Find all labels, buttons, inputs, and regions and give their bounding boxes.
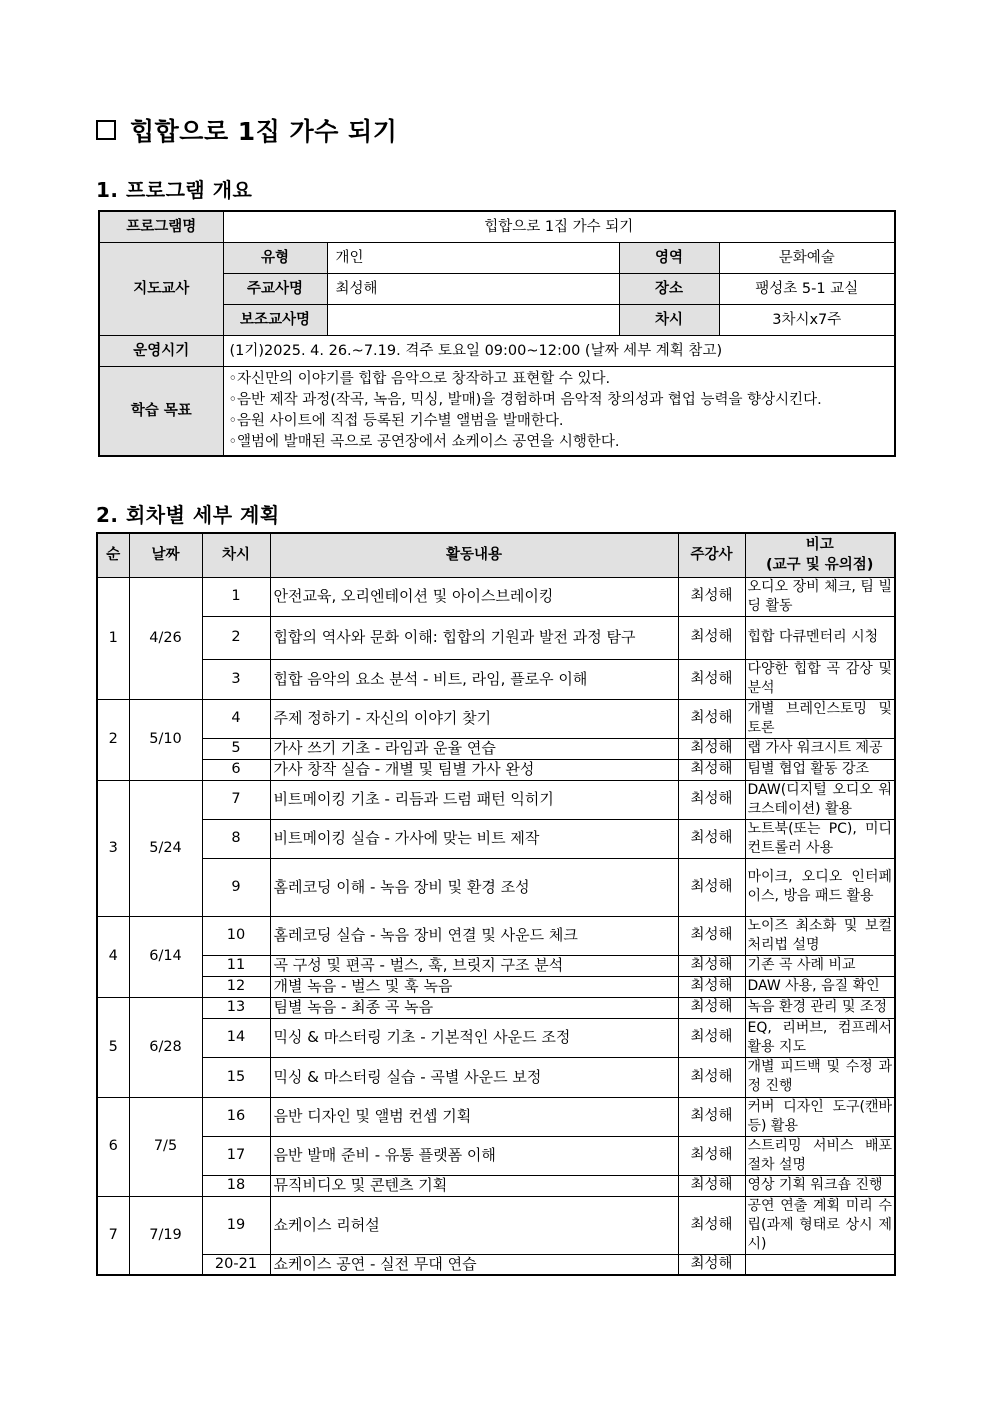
activity-cell: 힙합의 역사와 문화 이해: 힙합의 기원과 발전 과정 탐구 <box>270 616 678 659</box>
section-title-overview: 1. 프로그램 개요 <box>96 178 253 202</box>
table-row <box>97 1175 895 1196</box>
note-cell: 다양한 힙합 곡 감상 및 분석 <box>745 659 895 699</box>
group-date: 7/5 <box>129 1097 202 1196</box>
table-row <box>97 858 895 916</box>
instructor-cell: 최성해 <box>678 659 745 699</box>
session-no: 4 <box>202 699 270 738</box>
table-row <box>97 659 895 699</box>
group-no: 4 <box>97 916 129 997</box>
instructor-cell: 최성해 <box>678 1018 745 1057</box>
note-cell <box>745 1254 895 1275</box>
session-no: 12 <box>202 976 270 997</box>
activity-cell: 안전교육, 오리엔테이션 및 아이스브레이킹 <box>270 577 678 616</box>
note-cell: 노이즈 최소화 및 보컬 처리법 설명 <box>745 916 895 955</box>
table-row <box>97 1057 895 1097</box>
table-row <box>97 780 895 819</box>
group-date: 7/19 <box>129 1196 202 1275</box>
note-cell: DAW(디지털 오디오 워크스테이션) 활용 <box>745 780 895 819</box>
type-label: 유형 <box>223 243 327 274</box>
session-value: 3차시x7주 <box>719 305 895 336</box>
document-title-text: 힙합으로 1집 가수 되기 <box>130 117 398 146</box>
activity-cell: 음반 발매 준비 - 유통 플랫폼 이해 <box>270 1136 678 1175</box>
group-date: 4/26 <box>129 577 202 699</box>
table-row <box>97 955 895 976</box>
schedule-table <box>96 532 896 1276</box>
activity-cell: 주제 정하기 - 자신의 이야기 찾기 <box>270 699 678 738</box>
activity-cell: 힙합 음악의 요소 분석 - 비트, 라임, 플로우 이해 <box>270 659 678 699</box>
assistant-value <box>327 305 619 336</box>
goal-item: ◦음반 제작 과정(작곡, 녹음, 믹싱, 발매)을 경험하며 음악적 창의성과 협업 능력을 향상시킨다. <box>228 392 822 408</box>
session-label: 차시 <box>619 305 719 336</box>
instructor-cell: 최성해 <box>678 1057 745 1097</box>
overview-row-type <box>99 243 895 274</box>
instructor-cell: 최성해 <box>678 858 745 916</box>
session-no: 16 <box>202 1097 270 1136</box>
group-date: 5/10 <box>129 699 202 780</box>
session-no: 14 <box>202 1018 270 1057</box>
session-no: 18 <box>202 1175 270 1196</box>
session-no: 3 <box>202 659 270 699</box>
activity-cell: 팀별 녹음 - 최종 곡 녹음 <box>270 997 678 1018</box>
instructor-cell: 최성해 <box>678 997 745 1018</box>
table-row <box>97 577 895 616</box>
session-no: 17 <box>202 1136 270 1175</box>
teacher-label: 지도교사 <box>99 243 223 336</box>
table-row <box>97 1136 895 1175</box>
goal-item: ◦앨범에 발매된 곡으로 공연장에서 쇼케이스 공연을 시행한다. <box>228 434 620 450</box>
note-cell: 커버 디자인 도구(캔바 등) 활용 <box>745 1097 895 1136</box>
table-row <box>97 759 895 780</box>
place-label: 장소 <box>619 274 719 305</box>
assistant-label: 보조교사명 <box>223 305 327 336</box>
table-row <box>97 1097 895 1136</box>
activity-cell: 비트메이킹 기초 - 리듬과 드럼 패턴 익히기 <box>270 780 678 819</box>
activity-cell: 개별 녹음 - 벌스 및 훅 녹음 <box>270 976 678 997</box>
header-activity: 활동내용 <box>270 533 678 577</box>
instructor-cell: 최성해 <box>678 955 745 976</box>
note-cell: 기존 곡 사례 비교 <box>745 955 895 976</box>
session-no: 15 <box>202 1057 270 1097</box>
session-no: 2 <box>202 616 270 659</box>
checkbox-icon <box>96 120 116 140</box>
header-instructor: 주강사 <box>678 533 745 577</box>
session-no: 20-21 <box>202 1254 270 1275</box>
instructor-cell: 최성해 <box>678 1254 745 1275</box>
main-teacher-label: 주교사명 <box>223 274 327 305</box>
overview-row-program <box>99 211 895 243</box>
instructor-cell: 최성해 <box>678 759 745 780</box>
table-row <box>97 1018 895 1057</box>
activity-cell: 믹싱 & 마스터링 실습 - 곡별 사운드 보정 <box>270 1057 678 1097</box>
instructor-cell: 최성해 <box>678 916 745 955</box>
type-value: 개인 <box>327 243 619 274</box>
note-cell: 공연 연출 계획 미리 수립(과제 형태로 상시 제시) <box>745 1196 895 1254</box>
session-no: 5 <box>202 738 270 759</box>
section-title-schedule: 2. 회차별 세부 계획 <box>96 503 280 527</box>
group-no: 6 <box>97 1097 129 1196</box>
activity-cell: 홈레코딩 실습 - 녹음 장비 연결 및 사운드 체크 <box>270 916 678 955</box>
header-date: 날짜 <box>129 533 202 577</box>
note-cell: DAW 사용, 음질 확인 <box>745 976 895 997</box>
note-cell: EQ, 리버브, 컴프레서 활용 지도 <box>745 1018 895 1057</box>
session-no: 1 <box>202 577 270 616</box>
activity-cell: 곡 구성 및 편곡 - 벌스, 훅, 브릿지 구조 분석 <box>270 955 678 976</box>
instructor-cell: 최성해 <box>678 819 745 858</box>
group-no: 3 <box>97 780 129 916</box>
session-no: 6 <box>202 759 270 780</box>
goal-item: ◦음원 사이트에 직접 등록된 기수별 앨범을 발매한다. <box>228 413 564 429</box>
note-cell: 스트리밍 서비스 배포 절차 설명 <box>745 1136 895 1175</box>
table-row <box>97 976 895 997</box>
activity-cell: 가사 쓰기 기초 - 라임과 운율 연습 <box>270 738 678 759</box>
table-row <box>97 916 895 955</box>
goal-item: ◦자신만의 이야기를 힙합 음악으로 창작하고 표현할 수 있다. <box>228 371 611 387</box>
document-title <box>96 112 397 148</box>
table-row <box>97 699 895 738</box>
instructor-cell: 최성해 <box>678 976 745 997</box>
header-note <box>745 533 895 577</box>
note-cell: 오디오 장비 체크, 팀 빌딩 활동 <box>745 577 895 616</box>
session-no: 13 <box>202 997 270 1018</box>
activity-cell: 가사 창작 실습 - 개별 및 팀별 가사 완성 <box>270 759 678 780</box>
session-no: 10 <box>202 916 270 955</box>
instructor-cell: 최성해 <box>678 1136 745 1175</box>
instructor-cell: 최성해 <box>678 616 745 659</box>
session-no: 8 <box>202 819 270 858</box>
table-row <box>97 1254 895 1275</box>
table-row <box>97 1196 895 1254</box>
period-value: (1기)2025. 4. 26.~7.19. 격주 토요일 09:00~12:00 (날짜 세부 계획 참고) <box>223 336 895 367</box>
activity-cell: 쇼케이스 리허설 <box>270 1196 678 1254</box>
group-date: 5/24 <box>129 780 202 916</box>
group-no: 7 <box>97 1196 129 1275</box>
schedule-header-row <box>97 533 895 577</box>
activity-cell: 홈레코딩 이해 - 녹음 장비 및 환경 조성 <box>270 858 678 916</box>
area-label: 영역 <box>619 243 719 274</box>
place-value: 팽성초 5-1 교실 <box>719 274 895 305</box>
activity-cell: 뮤직비디오 및 콘텐츠 기획 <box>270 1175 678 1196</box>
header-session: 차시 <box>202 533 270 577</box>
activity-cell: 믹싱 & 마스터링 기초 - 기본적인 사운드 조정 <box>270 1018 678 1057</box>
note-cell: 영상 기획 워크숍 진행 <box>745 1175 895 1196</box>
goal-list <box>223 367 895 457</box>
activity-cell: 음반 디자인 및 앨범 컨셉 기획 <box>270 1097 678 1136</box>
activity-cell: 비트메이킹 실습 - 가사에 맞는 비트 제작 <box>270 819 678 858</box>
note-cell: 랩 가사 워크시트 제공 <box>745 738 895 759</box>
session-no: 19 <box>202 1196 270 1254</box>
program-label: 프로그램명 <box>99 211 223 243</box>
overview-row-period <box>99 336 895 367</box>
note-cell: 개별 브레인스토밍 및 토론 <box>745 699 895 738</box>
group-date: 6/14 <box>129 916 202 997</box>
main-teacher-value: 최성해 <box>327 274 619 305</box>
instructor-cell: 최성해 <box>678 1196 745 1254</box>
group-no: 5 <box>97 997 129 1097</box>
goal-label: 학습 목표 <box>99 367 223 457</box>
note-cell: 녹음 환경 관리 및 조정 <box>745 997 895 1018</box>
instructor-cell: 최성해 <box>678 738 745 759</box>
group-no: 2 <box>97 699 129 780</box>
note-cell: 마이크, 오디오 인터페이스, 방음 패드 활용 <box>745 858 895 916</box>
program-value: 힙합으로 1집 가수 되기 <box>223 211 895 243</box>
table-row <box>97 616 895 659</box>
session-no: 11 <box>202 955 270 976</box>
session-no: 7 <box>202 780 270 819</box>
table-row <box>97 819 895 858</box>
overview-table <box>98 210 896 457</box>
instructor-cell: 최성해 <box>678 699 745 738</box>
header-note-sub: (교구 및 유의점) <box>766 557 874 574</box>
note-cell: 힙합 다큐멘터리 시청 <box>745 616 895 659</box>
table-row <box>97 997 895 1018</box>
instructor-cell: 최성해 <box>678 780 745 819</box>
overview-row-goals <box>99 367 895 457</box>
period-label: 운영시기 <box>99 336 223 367</box>
instructor-cell: 최성해 <box>678 577 745 616</box>
session-no: 9 <box>202 858 270 916</box>
note-cell: 노트북(또는 PC), 미디 컨트롤러 사용 <box>745 819 895 858</box>
note-cell: 개별 피드백 및 수정 과정 진행 <box>745 1057 895 1097</box>
header-no: 순 <box>97 533 129 577</box>
area-value: 문화예술 <box>719 243 895 274</box>
instructor-cell: 최성해 <box>678 1175 745 1196</box>
header-note-title: 비고 <box>805 537 834 554</box>
note-cell: 팀별 협업 활동 강조 <box>745 759 895 780</box>
group-date: 6/28 <box>129 997 202 1097</box>
group-no: 1 <box>97 577 129 699</box>
instructor-cell: 최성해 <box>678 1097 745 1136</box>
table-row <box>97 738 895 759</box>
activity-cell: 쇼케이스 공연 - 실전 무대 연습 <box>270 1254 678 1275</box>
